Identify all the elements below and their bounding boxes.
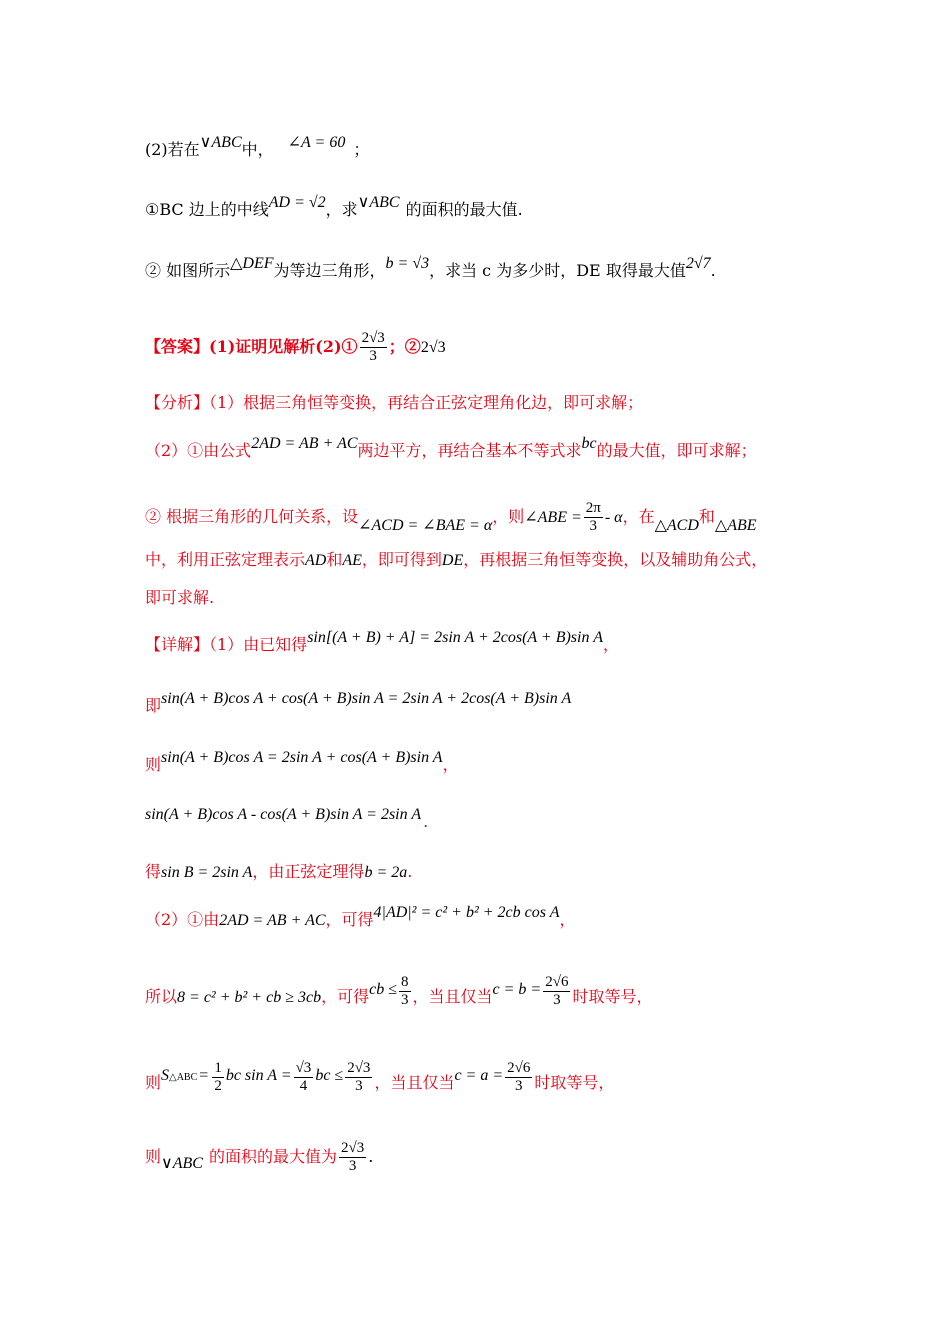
math: 2AD = AB + AC bbox=[219, 912, 326, 929]
math: △DEF bbox=[230, 255, 274, 272]
math: ABC bbox=[172, 1155, 203, 1172]
text: 和 bbox=[698, 507, 715, 526]
text: 【详解】（1）由已知得 bbox=[145, 635, 308, 654]
fraction bbox=[505, 1060, 532, 1095]
question-item-2 bbox=[145, 255, 716, 282]
denominator: 3 bbox=[589, 518, 598, 534]
math: sin(A + B)cos A + cos(A + B)sin A = 2sin A + 2cos(A + B)sin A bbox=[161, 690, 572, 707]
math: - α bbox=[604, 509, 623, 526]
text: 则 bbox=[145, 755, 162, 774]
analysis-line-3 bbox=[145, 500, 757, 535]
detail-line-1 bbox=[145, 629, 619, 656]
text: 为等边三角形， bbox=[273, 261, 386, 280]
math: b = √3 bbox=[385, 255, 430, 272]
text: 则 bbox=[145, 1147, 162, 1166]
answer-line bbox=[145, 330, 446, 365]
denominator: 3 bbox=[348, 1158, 357, 1174]
text: . bbox=[710, 261, 716, 280]
text: ，当且仅当 bbox=[412, 987, 493, 1006]
denominator: 3 bbox=[515, 1078, 523, 1094]
math: ∠A = 60 bbox=[287, 134, 346, 151]
detail-line-8 bbox=[145, 1060, 615, 1101]
math: 8 = c² + b² + cb ≥ 3cb bbox=[177, 989, 322, 1006]
text: 时取等号， bbox=[572, 987, 653, 1006]
math: 2√7 bbox=[685, 255, 711, 272]
denominator: 3 bbox=[401, 992, 409, 1008]
numerator: 8 bbox=[401, 974, 409, 990]
math: bc bbox=[581, 435, 597, 452]
text: (2)若在 bbox=[145, 140, 200, 159]
numerator: 2√3 bbox=[347, 1060, 371, 1076]
text: 的最大值，即可求解； bbox=[596, 441, 757, 460]
math: △ACD bbox=[654, 517, 699, 534]
text: ①BC 边上的中线 bbox=[145, 200, 269, 219]
text: 所以 bbox=[145, 987, 178, 1006]
text: . bbox=[423, 812, 429, 831]
question-part-2 bbox=[145, 134, 370, 161]
math: AD bbox=[305, 552, 327, 569]
math: DE bbox=[441, 552, 464, 569]
fraction bbox=[543, 974, 570, 1009]
math: b = 2a bbox=[364, 864, 408, 881]
text: ，求 bbox=[325, 200, 358, 219]
math: sin(A + B)cos A - cos(A + B)sin A = 2sin A bbox=[145, 806, 422, 823]
text: 即 bbox=[145, 696, 162, 715]
math: S bbox=[161, 1067, 170, 1084]
question-item-1 bbox=[145, 194, 523, 221]
math: 2AD = AB + AC bbox=[251, 435, 358, 452]
math: bc sin A = bbox=[225, 1067, 292, 1084]
detail-line-5 bbox=[145, 862, 412, 883]
answer-label: 【答案】(1)证明见解析(2)① bbox=[145, 337, 358, 356]
denominator: 3 bbox=[369, 348, 377, 364]
text: ， bbox=[442, 755, 459, 774]
text: ，即可得到 bbox=[361, 550, 442, 569]
math: ∠ABE = bbox=[524, 509, 582, 526]
text: ，再根据三角恒等变换，以及辅助角公式， bbox=[463, 550, 768, 569]
text: ， bbox=[559, 910, 576, 929]
text: ，当且仅当 bbox=[374, 1073, 455, 1092]
text: ； bbox=[353, 140, 370, 159]
detail-line-3 bbox=[145, 749, 459, 776]
fraction bbox=[294, 1060, 314, 1095]
text: 两边平方，再结合基本不等式求 bbox=[357, 441, 582, 460]
math: sin[(A + B) + A] = 2sin A + 2cos(A + B)sin A bbox=[307, 629, 603, 646]
math: AD = √2 bbox=[268, 194, 326, 211]
text: （2）①由公式 bbox=[145, 441, 252, 460]
denominator: 3 bbox=[355, 1078, 363, 1094]
math: AE bbox=[342, 552, 362, 569]
text: 的面积的最大值为 bbox=[208, 1147, 337, 1166]
text: ， bbox=[602, 635, 619, 654]
text: 则 bbox=[145, 1073, 162, 1092]
numerator: 1 bbox=[214, 1060, 222, 1076]
triangle-symbol: ∨ bbox=[199, 134, 212, 151]
detail-line-6 bbox=[145, 904, 576, 931]
detail-line-7 bbox=[145, 974, 653, 1015]
numerator: 2√6 bbox=[507, 1060, 531, 1076]
text: ，在 bbox=[622, 507, 655, 526]
text: （2）①由 bbox=[145, 910, 220, 929]
math: 2√3 bbox=[420, 339, 446, 356]
numerator: 2π bbox=[585, 500, 601, 516]
analysis-line-2 bbox=[145, 435, 757, 462]
text: ② 如图所示 bbox=[145, 261, 231, 280]
triangle-symbol: ∨ bbox=[357, 194, 370, 211]
text: . bbox=[368, 1147, 374, 1166]
denominator: 3 bbox=[553, 992, 561, 1008]
text: 即可求解. bbox=[145, 588, 215, 607]
text: 的面积的最大值. bbox=[405, 200, 523, 219]
analysis-line-1 bbox=[145, 393, 643, 413]
numerator: √3 bbox=[295, 1060, 312, 1076]
text: ，可得 bbox=[321, 987, 370, 1006]
fraction bbox=[212, 1060, 224, 1095]
text: 时取等号， bbox=[534, 1073, 615, 1092]
math: ABC bbox=[369, 194, 400, 211]
subscript: △ABC bbox=[169, 1072, 198, 1083]
fraction bbox=[345, 1060, 372, 1095]
text: ，则 bbox=[492, 507, 525, 526]
triangle-symbol: ∨ bbox=[161, 1155, 173, 1172]
math: c = b = bbox=[492, 981, 542, 998]
text: ，可得 bbox=[325, 910, 374, 929]
numerator: 2√3 bbox=[340, 1140, 365, 1156]
math: ABC bbox=[211, 134, 242, 151]
analysis-line-4 bbox=[145, 550, 767, 571]
math: 4|AD|² = c² + b² + 2cb cos A bbox=[373, 904, 560, 921]
denominator: 4 bbox=[299, 1078, 308, 1094]
fraction bbox=[584, 500, 603, 535]
detail-line-9 bbox=[145, 1140, 373, 1175]
text: 中，利用正弦定理表示 bbox=[145, 550, 306, 569]
text: 得 bbox=[145, 862, 162, 881]
math: sin B = 2sin A bbox=[161, 864, 253, 881]
text: ② 根据三角形的几何关系，设 bbox=[145, 507, 359, 526]
denominator: 2 bbox=[214, 1078, 222, 1094]
text: 和 bbox=[326, 550, 343, 569]
math: sin(A + B)cos A = 2sin A + cos(A + B)sin A bbox=[161, 749, 443, 766]
text: 中， bbox=[241, 140, 274, 159]
math: cb ≤ bbox=[369, 981, 397, 998]
text: . bbox=[407, 862, 413, 881]
text: ，求当 c 为多少时，DE 取得最大值 bbox=[429, 261, 686, 280]
analysis-line-5 bbox=[145, 588, 214, 608]
math: △ABE bbox=[714, 517, 757, 534]
text: 【分析】（1）根据三角恒等变换，再结合正弦定理角化边，即可求解； bbox=[145, 393, 644, 412]
math: ∠ACD = ∠BAE = α bbox=[358, 517, 493, 534]
detail-line-4 bbox=[145, 806, 429, 833]
math: bc ≤ bbox=[315, 1067, 344, 1084]
fraction bbox=[399, 974, 411, 1009]
fraction bbox=[339, 1140, 366, 1175]
numerator: 2√6 bbox=[545, 974, 569, 990]
detail-line-2 bbox=[145, 690, 572, 717]
text: ，由正弦定理得 bbox=[252, 862, 365, 881]
text: ；② bbox=[388, 337, 421, 356]
fraction bbox=[360, 330, 387, 365]
numerator: 2√3 bbox=[361, 330, 385, 346]
math: c = a = bbox=[454, 1067, 504, 1084]
math: = bbox=[199, 1067, 209, 1084]
